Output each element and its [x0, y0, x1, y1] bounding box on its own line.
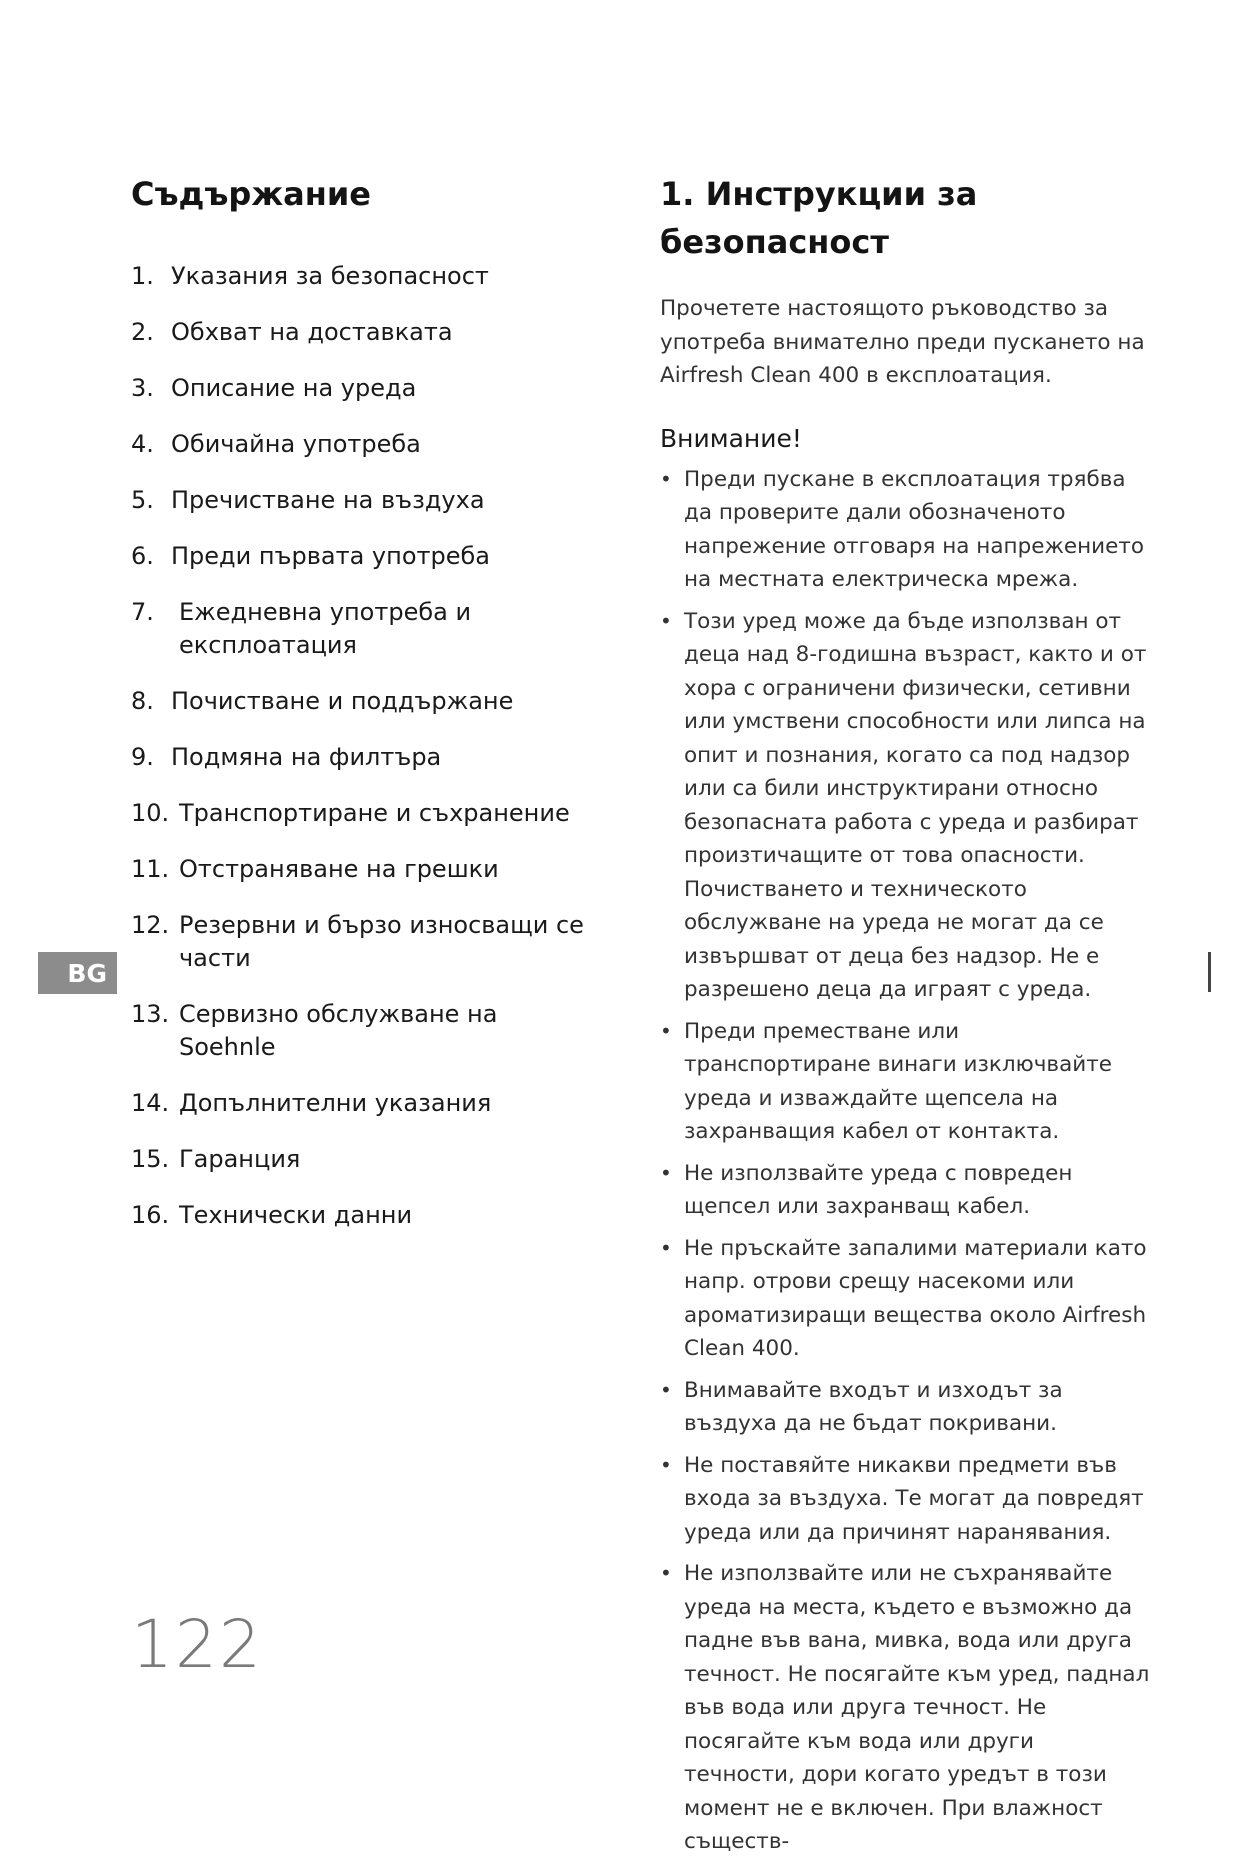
toc-item-number: 13. [131, 1000, 170, 1028]
bullet-icon: • [660, 608, 672, 633]
toc-item [131, 741, 601, 774]
bullet-text: Не използвайте уреда с повреден щепсел или захранващ кабел. [684, 1160, 1073, 1219]
list-item [660, 1232, 1150, 1366]
toc-item-number: 12. [131, 911, 170, 939]
bullet-text: Не поставяйте никакви предмети във входа за въздуха. Те могат да повредят уреда или да причинят наранявания. [684, 1452, 1144, 1545]
toc-item-number: 9. [131, 743, 154, 771]
toc-item-text: Гаранция [179, 1145, 301, 1173]
table-of-contents [131, 170, 601, 1255]
toc-item [131, 685, 601, 718]
toc-item-text: Обичайна употреба [171, 430, 421, 458]
page-edge-marker [1208, 952, 1211, 992]
bullet-text: Този уред може да бъде използван от деца над 8-годишна възраст, както и от хора с ограничени физически, сетивни или умствени способности или липса на опит и познания, когато са под надзор или са били инструктирани относно безопасната работа с уреда и разбират произтичащите от това опасности. Почистването и техническото обслужване на уреда не могат да се извършват от деца без надзор. Не е разрешено деца да играят с уреда. [684, 608, 1147, 1002]
bullet-icon: • [660, 1018, 672, 1043]
toc-item [131, 1199, 601, 1232]
list-item [660, 463, 1150, 597]
toc-item [131, 484, 601, 517]
toc-item [131, 316, 601, 349]
toc-item-number: 14. [131, 1089, 170, 1117]
list-item [660, 1374, 1150, 1441]
bullet-text: Преди пускане в експлоатация трябва да проверите дали обозначеното напрежение отговаря на напрежението на местната електрическа мрежа. [684, 466, 1145, 592]
bullet-text: Не използвайте или не съхранявайте уреда на места, където е възможно да падне във вана, мивка, вода или друга течност. Не посягайте към уред, паднал във вода или друга течност. Не посягайте към вода или други течности, дори когато уредът в този момент не е включен. При влажност съществ- [684, 1561, 1150, 1854]
bullet-text: Преди преместване или транспортиране винаги изключвайте уреда и изваждайте щепсела на захранващия кабел от контакта. [684, 1018, 1113, 1144]
toc-item-text: Указания за безопасност [171, 262, 489, 290]
language-tab: BG [38, 952, 117, 994]
toc-item [131, 540, 601, 573]
toc-item-number: 8. [131, 687, 154, 715]
toc-item-text: Транспортиране и съхранение [179, 799, 570, 827]
toc-item-number: 16. [131, 1201, 170, 1229]
toc-item-text: Подмяна на филтъра [171, 743, 442, 771]
toc-item-text: Ежедневна употреба и експлоатация [179, 598, 472, 659]
toc-item-text: Резервни и бързо износващи се части [179, 911, 584, 972]
list-item [660, 1015, 1150, 1149]
toc-item-number: 7. [131, 598, 154, 626]
toc-item-text: Пречистване на въздуха [171, 486, 485, 514]
toc-item-text: Сервизно обслужване на Soehnle [179, 1000, 498, 1061]
list-item [660, 1449, 1150, 1550]
toc-item [131, 909, 601, 975]
toc-item-number: 2. [131, 318, 154, 346]
toc-item-number: 11. [131, 855, 170, 883]
bullet-icon: • [660, 1377, 672, 1402]
toc-item-number: 3. [131, 374, 154, 402]
safety-section [660, 170, 1150, 1867]
toc-item [131, 1087, 601, 1120]
warning-heading: Внимание! [660, 423, 802, 453]
toc-title: Съдържание [131, 175, 371, 213]
list-item [660, 1157, 1150, 1224]
bullet-icon: • [660, 1452, 672, 1477]
toc-item [131, 372, 601, 405]
toc-item-text: Технически данни [179, 1201, 413, 1229]
toc-item-text: Описание на уреда [171, 374, 417, 402]
toc-item [131, 797, 601, 830]
toc-item-number: 10. [131, 799, 170, 827]
bullet-text: Внимавайте входът и изходът за въздуха да не бъдат покривани. [684, 1377, 1063, 1436]
toc-item-text: Преди първата употреба [171, 542, 490, 570]
bullet-icon: • [660, 1235, 672, 1260]
list-item [660, 605, 1150, 1007]
toc-item [131, 853, 601, 886]
toc-item-number: 1. [131, 262, 154, 290]
toc-list [131, 260, 601, 1232]
toc-item-text: Почистване и поддържане [171, 687, 514, 715]
toc-item-text: Допълнителни указания [179, 1089, 492, 1117]
toc-item [131, 1143, 601, 1176]
toc-item-number: 15. [131, 1145, 170, 1173]
toc-item [131, 998, 601, 1064]
section-title: 1. Инструкции за безопасност [660, 175, 978, 261]
intro-paragraph: Прочетете настоящото ръководство за употреба внимателно преди пускането на Airfresh Clean 400 в експлоатация. [660, 296, 1145, 388]
toc-item-text: Отстраняване на грешки [179, 855, 499, 883]
bullet-text: Не пръскайте запалими материали като напр. отрови срещу насекоми или ароматизиращи вещества около Airfresh Clean 400. [684, 1235, 1147, 1361]
toc-item-number: 5. [131, 486, 154, 514]
toc-item [131, 260, 601, 293]
bullet-icon: • [660, 1160, 672, 1185]
toc-item [131, 596, 601, 662]
list-item [660, 1557, 1150, 1859]
page-number: 122 [131, 1606, 263, 1683]
toc-item [131, 428, 601, 461]
bullet-icon: • [660, 466, 672, 491]
toc-item-number: 4. [131, 430, 154, 458]
toc-item-text: Обхват на доставката [171, 318, 453, 346]
bullet-icon: • [660, 1561, 672, 1585]
safety-bullet-list [660, 463, 1150, 1859]
toc-item-number: 6. [131, 542, 154, 570]
